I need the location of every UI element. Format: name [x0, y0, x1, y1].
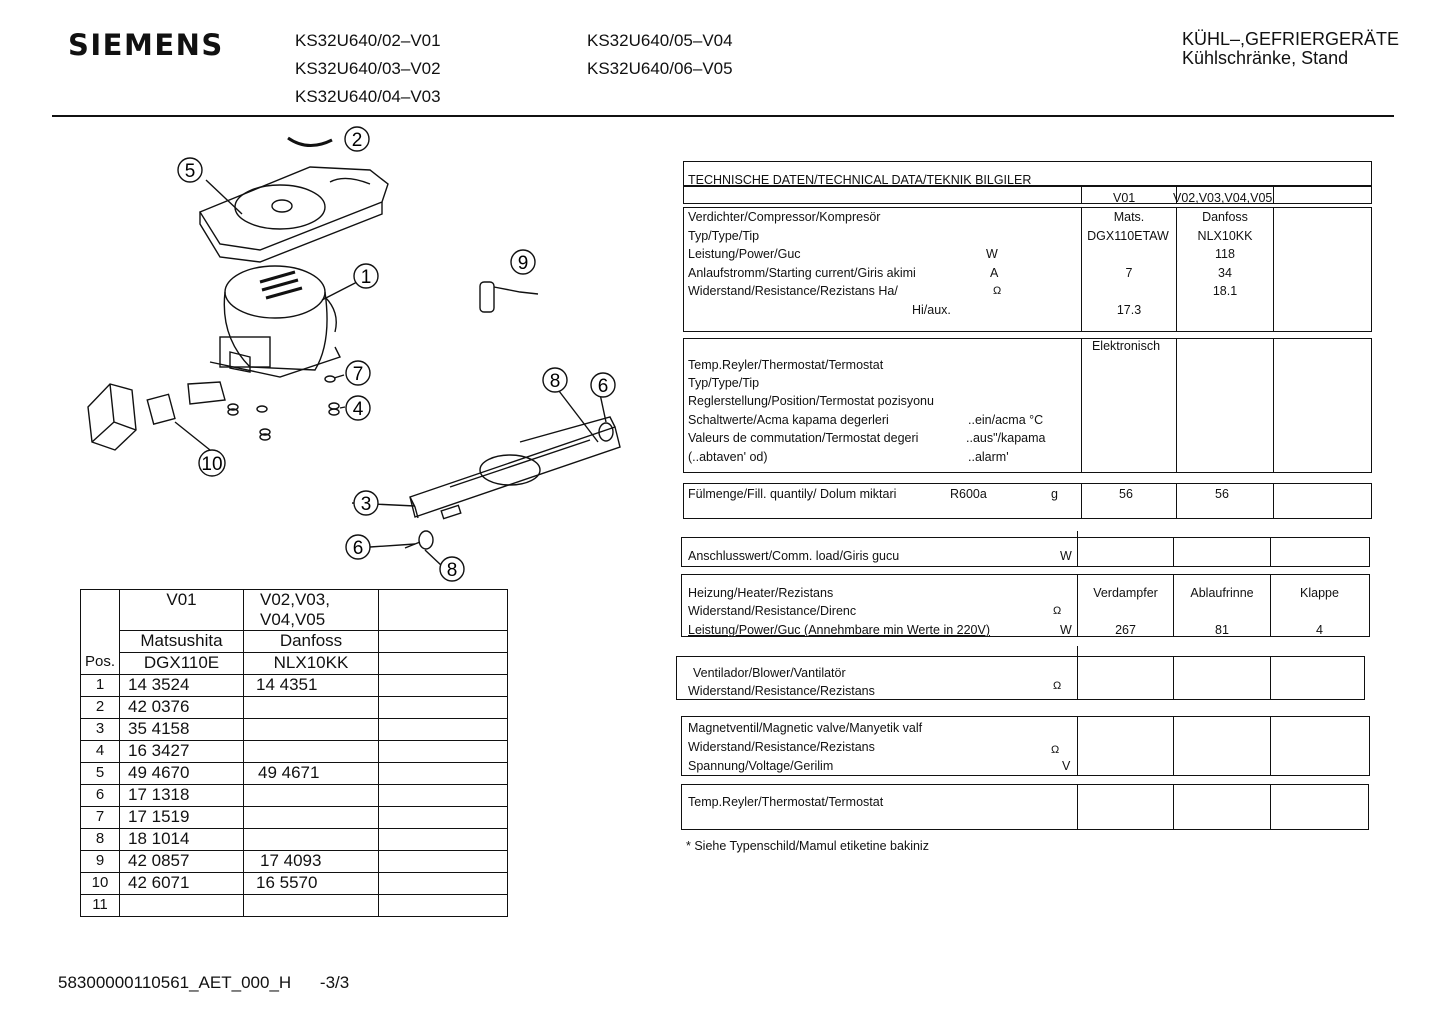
- part-no-v01: 17 1318: [120, 785, 244, 807]
- footer: [58, 973, 349, 993]
- unit: ..aus"/kapama: [966, 431, 1046, 445]
- label: Valeurs de commutation/Termostat degeri: [688, 431, 919, 445]
- brand-v01: Matsushita: [120, 631, 244, 653]
- value: 56: [1119, 487, 1133, 501]
- part-no-v02: [244, 807, 379, 829]
- empty-cell: [379, 631, 508, 653]
- part-no-v01: 42 0857: [120, 851, 244, 873]
- part-no-v02: [244, 829, 379, 851]
- divider: [1273, 483, 1274, 519]
- value: 7: [1125, 266, 1133, 280]
- type-v02: NLX10KK: [244, 653, 379, 675]
- svg-text:1: 1: [360, 267, 372, 288]
- type-v01: DGX110E: [120, 653, 244, 675]
- divider: [1273, 186, 1274, 204]
- part-no-v02: [244, 785, 379, 807]
- label: Ventilador/Blower/Vantilatör: [693, 666, 846, 680]
- divider: [1173, 656, 1174, 700]
- pos-cell: 7: [81, 807, 120, 829]
- value: 18.1: [1212, 284, 1238, 298]
- model-list-1: [295, 27, 441, 111]
- unit: g: [1051, 487, 1058, 501]
- model-number: KS32U640/03–V02: [295, 59, 441, 78]
- divider: [1270, 537, 1271, 567]
- label: Typ/Type/Tip: [688, 376, 760, 390]
- unit: Ω: [993, 285, 1002, 297]
- value: 81: [1215, 623, 1229, 637]
- parts-table: [80, 589, 508, 917]
- part-no-v02: [244, 741, 379, 763]
- empty-cell: [379, 851, 508, 873]
- part-no-v02: [244, 719, 379, 741]
- pos-cell: 10: [81, 873, 120, 895]
- svg-text:5: 5: [184, 161, 196, 182]
- svg-text:2: 2: [351, 130, 363, 151]
- callout-1: [354, 264, 378, 288]
- divider: [1173, 716, 1174, 776]
- label: Fülmenge/Fill. quantily/ Dolum miktari: [688, 487, 897, 501]
- label: Leistung/Power/Guc: [688, 247, 801, 261]
- table-row: [81, 829, 508, 851]
- empty-cell: [379, 719, 508, 741]
- empty-cell: [379, 763, 508, 785]
- svg-text:6: 6: [352, 538, 364, 559]
- divider: [1081, 186, 1082, 204]
- unit: ..ein/acma °C: [968, 413, 1044, 427]
- label: Heizung/Heater/Rezistans: [688, 586, 834, 600]
- label: Anschlusswert/Comm. load/Giris gucu: [688, 549, 900, 563]
- callout-8: [543, 368, 567, 392]
- value: Elektronisch: [1091, 339, 1161, 353]
- svg-text:7: 7: [352, 364, 364, 385]
- col-header: Ablaufrinne: [1190, 586, 1254, 600]
- svg-text:8: 8: [549, 371, 561, 392]
- pos-cell: 9: [81, 851, 120, 873]
- unit: W: [986, 247, 998, 261]
- exploded-parts-drawing: [70, 122, 630, 587]
- callout-9: [511, 250, 535, 274]
- divider: [1077, 531, 1078, 567]
- value: 118: [1215, 247, 1235, 261]
- empty-cell: [379, 785, 508, 807]
- label: Widerstand/Resistance/Direnc: [688, 604, 857, 618]
- page-number: -3/3: [319, 973, 350, 992]
- pos-cell: 4: [81, 741, 120, 763]
- header-rule: [52, 115, 1394, 117]
- part-no-v01: 42 6071: [120, 873, 244, 895]
- svg-text:4: 4: [352, 399, 364, 420]
- divider: [1173, 784, 1174, 830]
- category: [1182, 30, 1399, 68]
- callout-10: [199, 450, 225, 476]
- value: 17.3: [1116, 303, 1142, 317]
- label: Widerstand/Resistance/Rezistans Ha/: [688, 284, 898, 298]
- empty-cell: [379, 829, 508, 851]
- model-number: KS32U640/02–V01: [295, 31, 441, 50]
- part-no-v01: 16 3427: [120, 741, 244, 763]
- value: 4: [1316, 623, 1323, 637]
- callout-7: [346, 361, 370, 385]
- pos-cell: 2: [81, 697, 120, 719]
- divider: [1077, 784, 1078, 830]
- part-no-v02: [244, 895, 379, 917]
- doc-id: 58300000110561_AET_000_H: [58, 973, 292, 992]
- empty-cell: [379, 873, 508, 895]
- label: (..abtaven' od): [688, 450, 768, 464]
- part-no-v01: 42 0376: [120, 697, 244, 719]
- callout-6: [346, 535, 370, 559]
- svg-text:9: 9: [517, 253, 529, 274]
- callout-6: [591, 373, 615, 397]
- divider: [1077, 716, 1078, 776]
- empty-cell: [379, 741, 508, 763]
- label: Temp.Reyler/Thermostat/Termostat: [688, 358, 884, 372]
- table-row: [81, 851, 508, 873]
- part-no-v01: 35 4158: [120, 719, 244, 741]
- divider: [1270, 656, 1271, 700]
- label: Anlaufstromm/Starting current/Giris akimi: [688, 266, 916, 280]
- label: Leistung/Power/Guc (Annehmbare min Werte in 220V): [688, 623, 991, 637]
- label: Schaltwerte/Acma kapama degerleri: [688, 413, 889, 427]
- col-v01: V01: [1113, 191, 1136, 205]
- unit: V: [1062, 759, 1071, 773]
- unit: W: [1060, 549, 1072, 563]
- table-row: [81, 697, 508, 719]
- table-row: [81, 719, 508, 741]
- divider: [1081, 338, 1082, 473]
- unit: A: [990, 266, 999, 280]
- callout-2: [345, 127, 369, 151]
- label: Magnetventil/Magnetic valve/Manyetik valf: [688, 721, 923, 735]
- model-number: KS32U640/06–V05: [587, 59, 733, 78]
- part-no-v02: [244, 697, 379, 719]
- label: Spannung/Voltage/Gerilim: [688, 759, 834, 773]
- footnote: * Siehe Typenschild/Mamul etiketine bakiniz: [686, 839, 929, 853]
- table-row: [81, 675, 508, 697]
- value: 34: [1218, 266, 1232, 280]
- label: Hi/aux.: [912, 303, 951, 317]
- empty-cell: [379, 697, 508, 719]
- divider: [1077, 656, 1078, 700]
- col-header-v01: V01: [120, 590, 244, 631]
- pos-cell: 1: [81, 675, 120, 697]
- table-row: [81, 895, 508, 917]
- value: DGX110ETAW: [1087, 229, 1169, 243]
- model-number: KS32U640/04–V03: [295, 87, 441, 106]
- col-v02: V02,V03,V04,V05: [1173, 191, 1273, 205]
- label: Widerstand/Resistance/Rezistans: [688, 740, 875, 754]
- part-no-v01: 14 3524: [120, 675, 244, 697]
- part-no-v02: 49 4671: [244, 763, 379, 785]
- callout-4: [346, 396, 370, 420]
- model-list-2: [587, 27, 733, 83]
- col-header: Verdampfer: [1093, 586, 1158, 600]
- part-no-v01: 18 1014: [120, 829, 244, 851]
- label: Verdichter/Compressor/Kompresör: [688, 210, 881, 224]
- divider: [1173, 537, 1174, 567]
- svg-text:10: 10: [201, 454, 223, 475]
- label: Reglerstellung/Position/Termostat pozisyonu: [688, 394, 934, 408]
- table-row: [81, 807, 508, 829]
- refrigerant: R600a: [950, 487, 987, 501]
- brand-v02: Danfoss: [244, 631, 379, 653]
- pos-cell: 3: [81, 719, 120, 741]
- siemens-logo: SIEMENS: [68, 28, 224, 62]
- part-no-v01: 17 1519: [120, 807, 244, 829]
- svg-text:6: 6: [597, 376, 609, 397]
- value: Mats.: [1113, 210, 1145, 224]
- model-number: KS32U640/05–V04: [587, 31, 733, 50]
- pos-cell: 11: [81, 895, 120, 917]
- callout-8: [440, 557, 464, 581]
- svg-text:8: 8: [446, 560, 458, 581]
- pos-cell: 5: [81, 763, 120, 785]
- part-no-v01: [120, 895, 244, 917]
- pos-cell: 6: [81, 785, 120, 807]
- unit: ..alarm': [968, 450, 1009, 464]
- tech-title: TECHNISCHE DATEN/TECHNICAL DATA/TEKNIK BILGILER: [688, 173, 1032, 187]
- part-no-v02: 14 4351: [244, 675, 379, 697]
- callout-3: [354, 491, 378, 515]
- label: Widerstand/Resistance/Rezistans: [688, 684, 875, 698]
- empty-cell: [379, 675, 508, 697]
- value: 56: [1215, 487, 1229, 501]
- divider: [1077, 646, 1078, 656]
- unit: Ω: [1053, 605, 1062, 617]
- part-no-v02: 16 5570: [244, 873, 379, 895]
- category-title: KÜHL–,GEFRIERGERÄTE: [1182, 29, 1400, 49]
- label: Temp.Reyler/Thermostat/Termostat: [688, 795, 884, 809]
- part-no-v02: 17 4093: [244, 851, 379, 873]
- empty-cell: [379, 895, 508, 917]
- table-row: [81, 741, 508, 763]
- svg-text:3: 3: [360, 494, 372, 515]
- pos-header: Pos.: [81, 590, 120, 675]
- unit: W: [1060, 623, 1072, 637]
- unit: Ω: [1053, 680, 1062, 692]
- value: NLX10KK: [1197, 229, 1253, 243]
- value: Danfoss: [1202, 210, 1248, 224]
- callout-5: [178, 158, 202, 182]
- value: 267: [1115, 623, 1136, 637]
- col-header-v02: V02,V03, V04,V05: [244, 590, 379, 631]
- divider: [1273, 207, 1274, 332]
- empty-cell: [379, 807, 508, 829]
- col-header: Klappe: [1300, 586, 1339, 600]
- divider: [1270, 716, 1271, 776]
- label: Typ/Type/Tip: [688, 229, 760, 243]
- empty-cell: [379, 653, 508, 675]
- empty-cell: [379, 590, 508, 631]
- table-row: [81, 873, 508, 895]
- divider: [1176, 338, 1177, 473]
- table-row: [81, 763, 508, 785]
- pos-cell: 8: [81, 829, 120, 851]
- divider: [1273, 338, 1274, 473]
- divider: [1270, 784, 1271, 830]
- table-row: [81, 785, 508, 807]
- category-subtitle: Kühlschränke, Stand: [1182, 48, 1349, 68]
- part-no-v01: 49 4670: [120, 763, 244, 785]
- unit: Ω: [1051, 744, 1060, 756]
